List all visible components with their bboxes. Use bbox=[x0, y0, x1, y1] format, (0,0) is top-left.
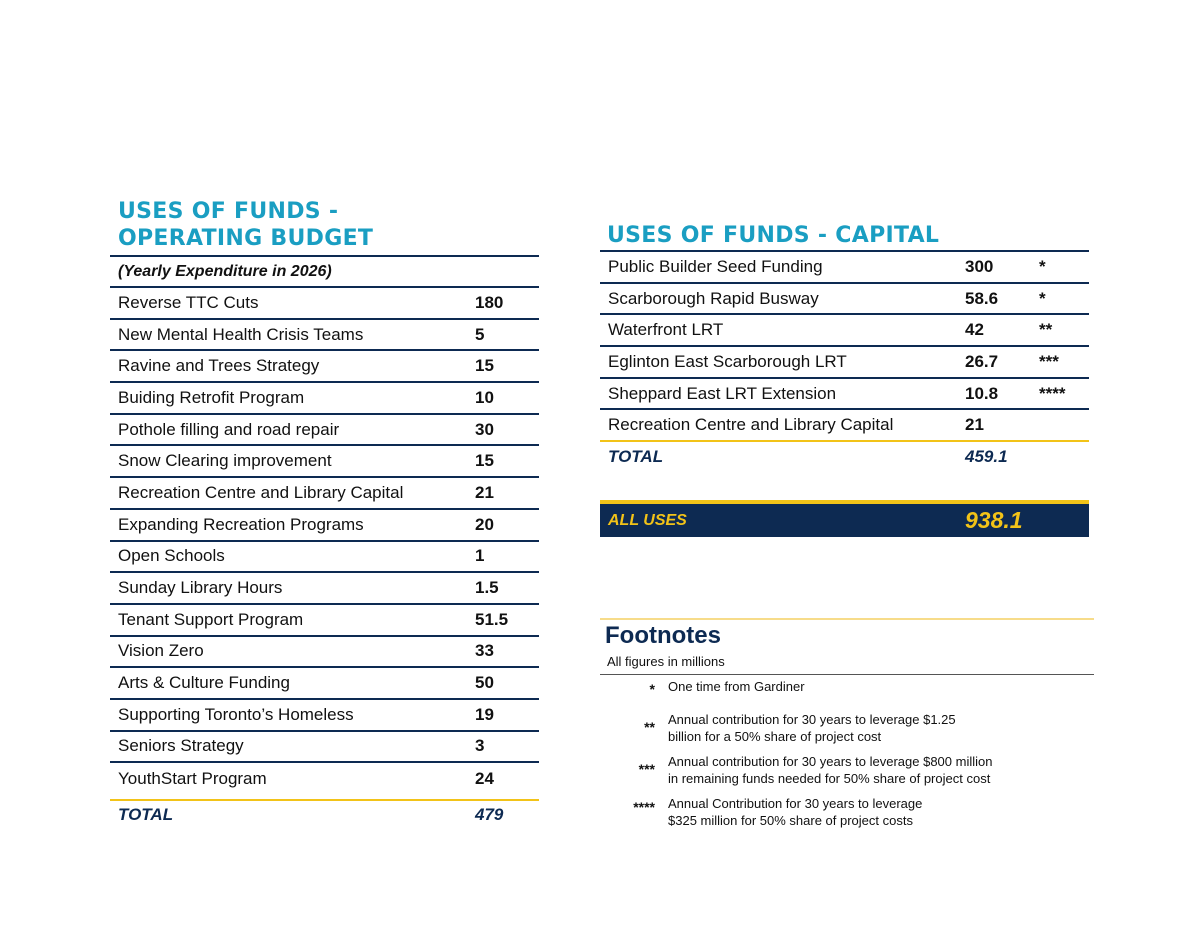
row-label: Public Builder Seed Funding bbox=[608, 256, 823, 276]
footnote-text-line1: Annual contribution for 30 years to leverage $1.25 bbox=[668, 712, 956, 727]
row-label: Snow Clearing improvement bbox=[118, 451, 332, 471]
row-value: 24 bbox=[475, 769, 494, 789]
table-row bbox=[600, 284, 1089, 316]
row-value: 3 bbox=[475, 736, 485, 756]
table-row bbox=[110, 763, 539, 795]
row-value: 50 bbox=[475, 673, 494, 693]
table-row bbox=[110, 320, 539, 352]
footnote-item bbox=[600, 711, 1094, 745]
row-value: 21 bbox=[965, 415, 984, 435]
row-value: 19 bbox=[475, 704, 494, 724]
footnote-item bbox=[600, 678, 1094, 698]
footnote-item bbox=[600, 753, 1094, 787]
row-label: Pothole filling and road repair bbox=[118, 419, 340, 439]
row-value: 15 bbox=[475, 451, 494, 471]
row-label: Scarborough Rapid Busway bbox=[608, 288, 819, 308]
row-label: Vision Zero bbox=[118, 641, 204, 661]
total-value: 459.1 bbox=[965, 447, 1008, 467]
table-row bbox=[110, 542, 539, 574]
row-label: Recreation Centre and Library Capital bbox=[608, 415, 894, 435]
row-value: 10.8 bbox=[965, 383, 999, 403]
table-row bbox=[600, 347, 1089, 379]
row-value: 42 bbox=[965, 320, 984, 340]
footnotes-section bbox=[600, 618, 1094, 828]
footnote-text-line2: billion for a 50% share of project cost bbox=[668, 729, 882, 744]
table-row bbox=[110, 415, 539, 447]
total-label: TOTAL bbox=[608, 447, 664, 467]
row-label: Open Schools bbox=[118, 546, 225, 566]
table-row bbox=[110, 383, 539, 415]
footnote-marker: **** bbox=[1039, 383, 1066, 403]
row-value: 58.6 bbox=[965, 288, 999, 308]
capital-table bbox=[600, 250, 1089, 472]
row-value: 33 bbox=[475, 641, 494, 661]
row-label: Sunday Library Hours bbox=[118, 578, 283, 598]
row-label: New Mental Health Crisis Teams bbox=[118, 324, 364, 344]
row-label: Sheppard East LRT Extension bbox=[608, 383, 837, 403]
footnote-stars: *** bbox=[638, 761, 655, 777]
row-label: Eglinton East Scarborough LRT bbox=[608, 351, 847, 371]
row-value: 10 bbox=[475, 387, 494, 407]
row-value: 15 bbox=[475, 356, 494, 376]
table-row bbox=[110, 732, 539, 764]
table-row bbox=[110, 446, 539, 478]
all-uses-value: 938.1 bbox=[965, 507, 1023, 533]
operating-total-row bbox=[110, 799, 539, 829]
capital-total-row bbox=[600, 442, 1089, 472]
row-value: 21 bbox=[475, 482, 494, 502]
operating-title-line1: USES OF FUNDS - bbox=[118, 199, 339, 224]
row-label: Buiding Retrofit Program bbox=[118, 387, 305, 407]
footnote-text-line1: Annual Contribution for 30 years to leverage bbox=[668, 796, 923, 811]
footnote-stars: * bbox=[649, 681, 655, 697]
table-row bbox=[110, 510, 539, 542]
table-row bbox=[600, 252, 1089, 284]
row-value: 180 bbox=[475, 292, 504, 312]
row-value: 20 bbox=[475, 514, 494, 534]
all-uses-bar bbox=[600, 500, 1089, 537]
all-uses-label: ALL USES bbox=[608, 511, 687, 529]
operating-title-line2: OPERATING BUDGET bbox=[118, 226, 374, 251]
footnote-item bbox=[600, 795, 1094, 829]
row-value: 1.5 bbox=[475, 578, 499, 598]
row-label: Arts & Culture Funding bbox=[118, 673, 290, 693]
table-row bbox=[110, 288, 539, 320]
table-row bbox=[110, 351, 539, 383]
footnote-marker: ** bbox=[1039, 320, 1053, 340]
table-row bbox=[110, 668, 539, 700]
footnote-marker: * bbox=[1039, 288, 1046, 308]
table-row bbox=[110, 637, 539, 669]
row-label: Expanding Recreation Programs bbox=[118, 514, 364, 534]
footnote-text-line2: in remaining funds needed for 50% share of project cost bbox=[668, 771, 991, 786]
row-label: Ravine and Trees Strategy bbox=[118, 356, 320, 376]
row-value: 26.7 bbox=[965, 351, 999, 371]
row-label: Reverse TTC Cuts bbox=[118, 292, 259, 312]
row-label: Seniors Strategy bbox=[118, 736, 244, 756]
row-value: 1 bbox=[475, 546, 485, 566]
table-row bbox=[110, 478, 539, 510]
footnotes-subtitle: All figures in millions bbox=[600, 652, 1094, 675]
row-label: YouthStart Program bbox=[118, 769, 267, 789]
operating-budget-table bbox=[110, 255, 539, 829]
row-label: Recreation Centre and Library Capital bbox=[118, 482, 404, 502]
footnote-text-line1: Annual contribution for 30 years to leverage $800 million bbox=[668, 754, 993, 769]
footnote-text-line1: One time from Gardiner bbox=[668, 679, 805, 694]
total-value: 479 bbox=[475, 805, 504, 824]
row-label: Supporting Toronto’s Homeless bbox=[118, 704, 354, 724]
row-value: 5 bbox=[475, 324, 485, 344]
footnote-marker: * bbox=[1039, 256, 1046, 276]
table-row bbox=[600, 379, 1089, 411]
row-value: 30 bbox=[475, 419, 494, 439]
table-row bbox=[110, 605, 539, 637]
table-row bbox=[110, 573, 539, 605]
footnote-marker: *** bbox=[1039, 351, 1059, 371]
table-row bbox=[600, 315, 1089, 347]
operating-subtitle: (Yearly Expenditure in 2026) bbox=[110, 255, 539, 288]
footnote-stars: **** bbox=[633, 799, 655, 815]
row-label: Tenant Support Program bbox=[118, 609, 304, 629]
footnote-stars: ** bbox=[644, 719, 655, 735]
footnotes-title: Footnotes bbox=[605, 622, 721, 649]
capital-title: USES OF FUNDS - CAPITAL bbox=[607, 223, 940, 248]
table-row bbox=[110, 700, 539, 732]
footnote-text-line2: $325 million for 50% share of project costs bbox=[668, 813, 913, 828]
row-label: Waterfront LRT bbox=[608, 320, 724, 340]
row-value: 300 bbox=[965, 256, 994, 276]
total-label: TOTAL bbox=[118, 805, 174, 824]
table-row bbox=[600, 410, 1089, 442]
operating-budget-title bbox=[118, 198, 538, 252]
row-value: 51.5 bbox=[475, 609, 509, 629]
